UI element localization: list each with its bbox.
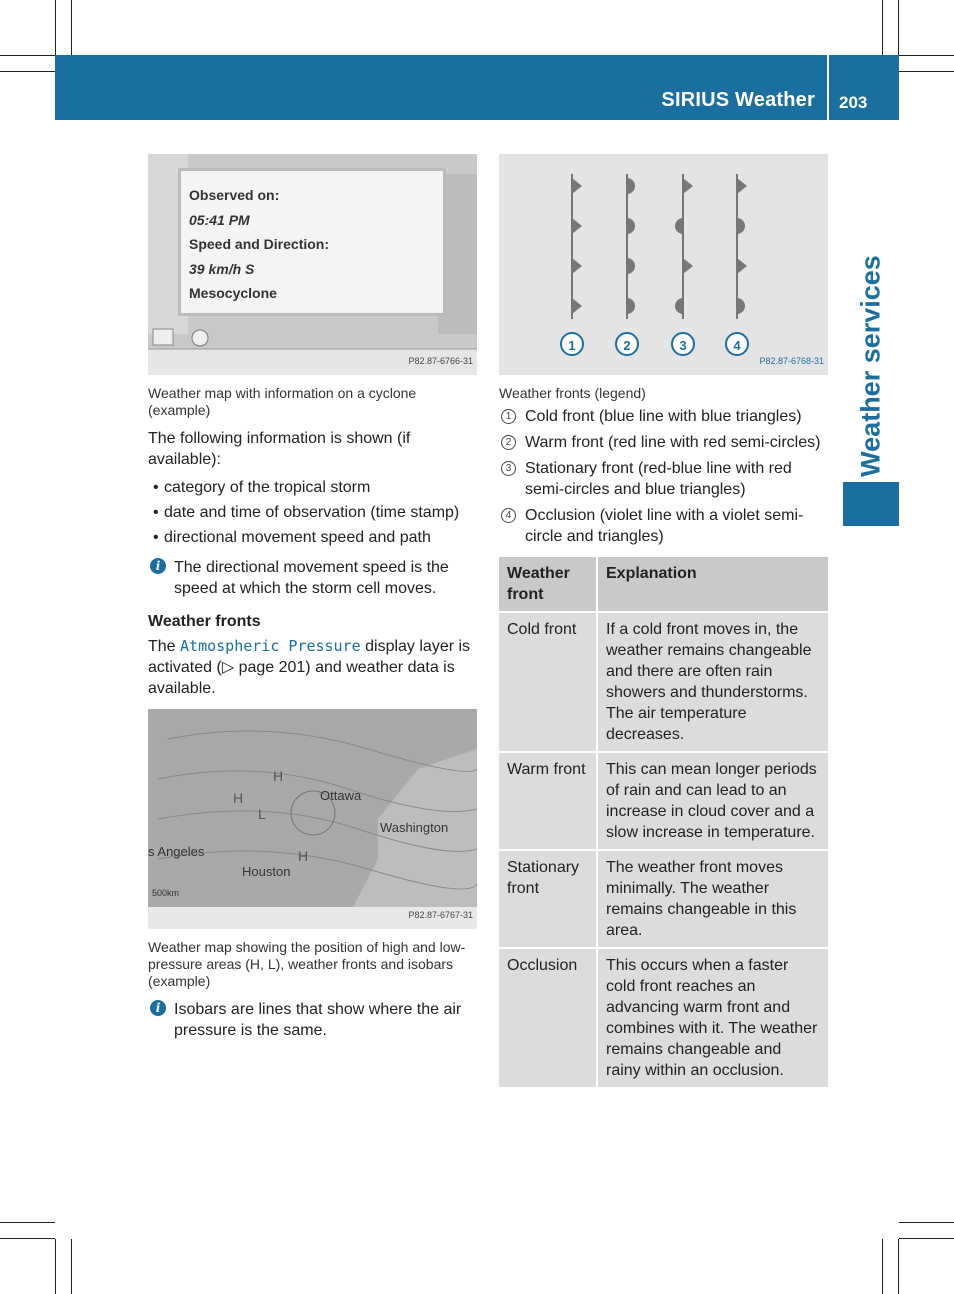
header-divider [827, 55, 829, 120]
crop-mark [899, 1238, 954, 1239]
info-bullet-list [148, 477, 478, 548]
weather-fronts-legend-figure [499, 154, 828, 375]
table-cell-front: Stationary front [499, 850, 597, 948]
crop-mark [899, 1222, 954, 1223]
intro-paragraph: The following information is shown (if available): [148, 430, 411, 468]
legend-number: 4 [501, 508, 516, 523]
crop-mark [882, 1239, 883, 1294]
legend-item: 1 Cold front (blue line with blue triangles) [499, 406, 829, 427]
figure-code: P82.87-6766-31 [408, 356, 473, 366]
cyclone-info-figure [148, 154, 477, 375]
crop-mark [882, 0, 883, 55]
crop-mark [55, 0, 56, 55]
legend-number-2: 2 [623, 338, 631, 353]
isobar-map-figure [148, 709, 477, 929]
crop-mark [55, 1239, 56, 1294]
list-item: • date and time of observation (time stamp) [153, 504, 460, 521]
figure-code: P82.87-6767-31 [408, 910, 473, 920]
page-header [55, 55, 899, 120]
legend-item: 2 Warm front (red line with red semi-circles) [499, 432, 829, 453]
left-column [148, 154, 478, 1041]
crop-mark [71, 0, 72, 55]
menu-item-reference: Atmospheric Pressure [180, 637, 361, 655]
table-row [499, 948, 828, 1088]
observed-value: 05:41 PM [189, 211, 250, 228]
chapter-marker [843, 482, 899, 526]
fronts-legend-drawing [499, 154, 828, 375]
observed-label: Observed on: [189, 187, 280, 203]
crop-mark [899, 55, 954, 56]
crop-mark [899, 71, 954, 72]
table-cell-explanation: This can mean longer periods of rain and can lead to an increase in cloud cover and a slow increase in temperature. [597, 752, 828, 850]
figure-caption: Weather map showing the position of high and low-pressure areas (H, L), weather fronts and isobars (example) [148, 939, 466, 989]
info-note-text: Isobars are lines that show where the air pressure is the same. [174, 1001, 462, 1039]
legend-number: 3 [501, 461, 516, 476]
svg-text:H: H [233, 790, 244, 806]
weather-fronts-paragraph: The Atmospheric Pressure display layer is activated (▷ page 201) and weather data is available. [148, 637, 471, 697]
fronts-legend-list [499, 406, 829, 547]
crop-mark [0, 71, 55, 72]
svg-text:L: L [258, 806, 266, 822]
info-note-text: The directional movement speed is the speed at which the storm cell moves. [174, 559, 449, 597]
map-city-label: Ottawa [320, 788, 362, 803]
legend-number: 2 [501, 435, 516, 450]
crop-mark [0, 1222, 55, 1223]
table-row [499, 850, 828, 948]
svg-text:H: H [298, 848, 309, 864]
legend-item: 4 Occlusion (violet line with a violet semi-circle and triangles) [499, 505, 829, 547]
table-cell-front: Warm front [499, 752, 597, 850]
table-header-cell: Weather front [499, 557, 597, 612]
weather-fronts-table [499, 557, 828, 1089]
crop-mark [71, 1239, 72, 1294]
table-cell-explanation: This occurs when a faster cold front reaches an advancing warm front and combines with it. The weather remains changeable and rainy within an occlusion. [597, 948, 828, 1088]
info-note [148, 999, 478, 1041]
svg-text:H: H [273, 768, 284, 784]
right-column [499, 154, 829, 1089]
map-scale: 500km [152, 888, 180, 898]
chapter-side-tab [843, 255, 899, 477]
figure-code: P82.87-6768-31 [759, 356, 824, 366]
figure-caption: Weather map with information on a cyclone (example) [148, 385, 417, 418]
figure-caption: Weather fronts (legend) [499, 385, 646, 401]
map-city-label: s Angeles [148, 844, 205, 859]
crop-mark [898, 1239, 899, 1294]
map-city-label: Houston [242, 864, 291, 879]
cyclone-info-popup [178, 168, 446, 316]
page-number: 203 [839, 93, 868, 112]
table-row [499, 752, 828, 850]
list-item: • directional movement speed and path [153, 529, 431, 546]
legend-number-4: 4 [733, 338, 741, 353]
crop-mark [898, 0, 899, 55]
table-cell-front: Cold front [499, 612, 597, 752]
table-header-row [499, 557, 828, 612]
info-note [148, 557, 478, 599]
chapter-label: Weather services [855, 255, 886, 477]
section-heading: Weather fronts [148, 613, 261, 630]
legend-item: 3 Stationary front (red-blue line with red semi-circles and blue triangles) [499, 458, 829, 500]
info-icon: i [150, 558, 166, 574]
speed-label: Speed and Direction: [189, 236, 330, 252]
table-header-cell: Explanation [597, 557, 828, 612]
speed-value: 39 km/h S [189, 260, 255, 277]
crop-mark [0, 55, 55, 56]
table-row [499, 612, 828, 752]
table-cell-explanation: The weather front moves minimally. The weather remains changeable in this area. [597, 850, 828, 948]
legend-number-3: 3 [679, 338, 687, 353]
legend-number-1: 1 [568, 338, 576, 353]
storm-type-value: Mesocyclone [189, 285, 277, 301]
legend-number: 1 [501, 409, 516, 424]
table-cell-explanation: If a cold front moves in, the weather remains changeable and there are often rain showers and thunderstorms. The air temperature decreases. [597, 612, 828, 752]
crop-mark [0, 1238, 55, 1239]
table-cell-front: Occlusion [499, 948, 597, 1088]
list-item: • category of the tropical storm [153, 479, 371, 496]
info-icon: i [150, 1000, 166, 1016]
map-city-label: Washington [380, 820, 449, 835]
section-title: SIRIUS Weather [661, 89, 815, 111]
